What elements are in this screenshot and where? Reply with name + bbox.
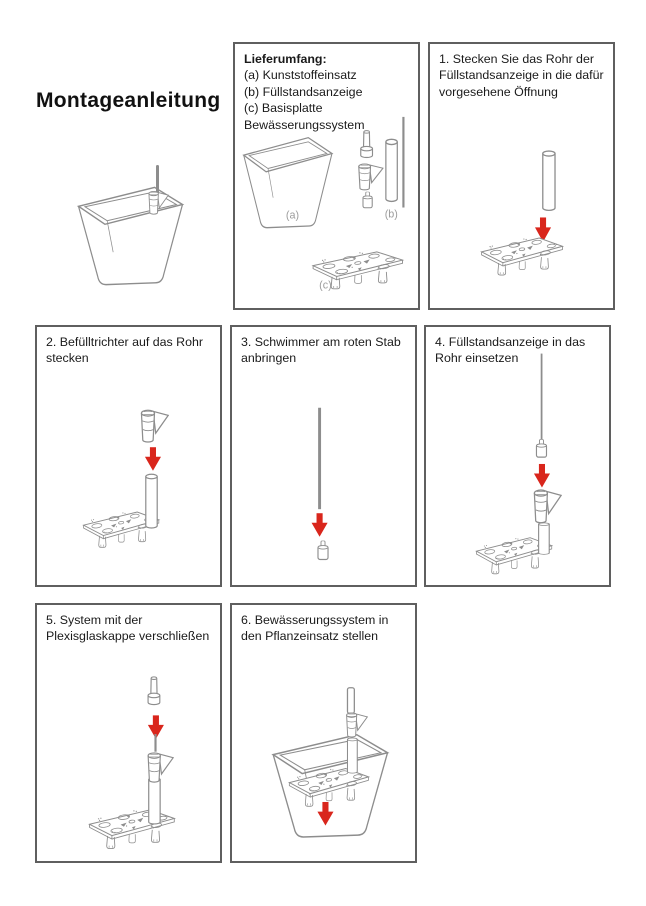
panel-step-2: [35, 325, 222, 587]
step-4-text: 4. Füllstandsanzeige in das Rohr einsetzen: [435, 335, 586, 366]
base-plate-illustration: [482, 238, 563, 275]
panel-step-5: [35, 603, 222, 863]
indicator-rod-illustration: [156, 165, 159, 195]
cap-illustration: [148, 677, 160, 705]
funnel-illustration: [148, 753, 173, 782]
funnel-illustration: [359, 164, 383, 190]
step-3-text: 3. Schwimmer am roten Stab anbringen: [241, 335, 401, 366]
delivery-heading: Lieferumfang:: [244, 52, 327, 66]
float-illustration: [363, 192, 372, 208]
step-1-text: 1. Stecken Sie das Rohr der Füllstandsanzeige in die dafür vorgesehene Öffnung: [439, 52, 604, 99]
down-arrow-icon: [534, 464, 550, 488]
down-arrow-icon: [145, 447, 161, 471]
delivery-item-b: (b) Füllstandsanzeige: [244, 84, 363, 99]
panel-step-4: [424, 325, 611, 587]
down-arrow-icon: [317, 802, 333, 826]
part-label-a: (a): [285, 209, 300, 222]
cap-illustration: [361, 131, 373, 158]
tube-illustration: [539, 523, 550, 554]
down-arrow-icon: [312, 513, 328, 537]
tube-illustration: [347, 738, 357, 773]
base-plate-illustration: [90, 810, 175, 849]
panel-step-3: [230, 325, 417, 587]
delivery-item-c: (c) Basisplatte Bewässerungssystem: [244, 101, 365, 132]
delivery-textblock: [235, 44, 418, 133]
panel-step-1: [428, 42, 615, 310]
funnel-illustration: [534, 490, 561, 523]
indicator-rod-illustration: [154, 734, 156, 752]
float-illustration: [318, 541, 328, 560]
base-plate-illustration: [289, 768, 368, 806]
funnel-illustration: [347, 713, 368, 737]
tube-illustration: [386, 139, 397, 201]
step-6-text: 6. Bewässerungssystem in den Pflanzeinsatz stellen: [241, 613, 389, 644]
float-illustration: [536, 439, 546, 457]
panel-step-6: [230, 603, 417, 863]
page-title: Montageanleitung: [36, 89, 221, 113]
tube-illustration: [146, 474, 157, 528]
panel-delivery-contents: [233, 42, 420, 310]
part-label-c: (c): [319, 279, 332, 292]
plant-pot-illustration: [79, 187, 183, 284]
finished-product-illustration: [52, 150, 217, 305]
indicator-rod-illustration: [347, 688, 354, 714]
tube-illustration: [543, 151, 555, 210]
delivery-item-a: (a) Kunststoffeinsatz: [244, 68, 357, 83]
step-5-text: 5. System mit der Plexisglaskappe verschließen: [46, 613, 210, 644]
red-rod-illustration: [318, 408, 321, 509]
tube-illustration: [149, 778, 160, 824]
funnel-illustration: [141, 410, 168, 442]
part-label-b: (b): [384, 208, 398, 221]
step-2-text: 2. Befülltrichter auf das Rohr stecken: [46, 335, 204, 366]
